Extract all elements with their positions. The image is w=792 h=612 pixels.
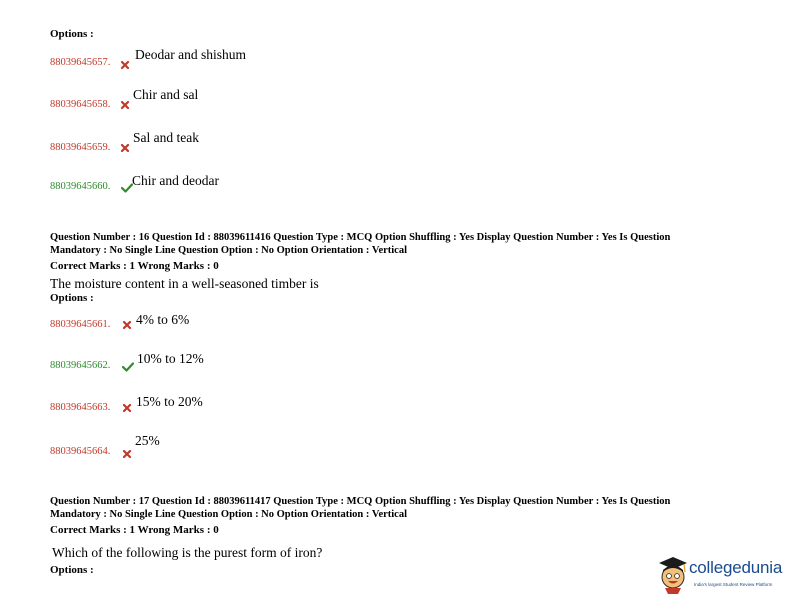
option-id: 88039645664. (50, 446, 111, 457)
options-label: Options : (50, 564, 94, 576)
question-meta-line1: Question Number : 16 Question Id : 88039611416 Question Type : MCQ Option Shuffling : Yes Display Question Number : Yes Is Question (50, 232, 671, 243)
option-text: Chir and sal (133, 87, 199, 102)
question-meta (50, 231, 750, 257)
option-text: 15% to 20% (136, 394, 203, 409)
marks-info: Correct Marks : 1 Wrong Marks : 0 (50, 260, 219, 272)
options-label: Options : (50, 292, 94, 304)
logo-wordmark: collegedunia (689, 558, 783, 577)
option-id: 88039645658. (50, 99, 111, 110)
mascot-icon (656, 554, 690, 594)
logo-tagline: India's largest Student Review Platform (694, 582, 773, 587)
cross-icon (120, 97, 130, 107)
option-id: 88039645657. (50, 57, 111, 68)
option-text: 25% (135, 433, 160, 448)
option-id: 88039645661. (50, 319, 111, 330)
question-text: Which of the following is the purest form of iron? (52, 545, 323, 560)
cross-icon (120, 140, 130, 150)
question-meta-line2: Mandatory : No Single Line Question Option : No Option Orientation : Vertical (50, 509, 408, 520)
option-id: 88039645663. (50, 402, 111, 413)
cross-icon (122, 446, 132, 456)
cross-icon (120, 57, 130, 67)
check-icon (122, 359, 132, 369)
question-text: The moisture content in a well-seasoned timber is (50, 276, 319, 291)
question-meta-line2: Mandatory : No Single Line Question Option : No Option Orientation : Vertical (50, 245, 408, 256)
cross-icon (122, 317, 132, 327)
option-text: 4% to 6% (136, 312, 190, 327)
options-label: Options : (50, 28, 94, 40)
marks-info: Correct Marks : 1 Wrong Marks : 0 (50, 524, 219, 536)
collegedunia-logo (656, 552, 786, 598)
option-text: Sal and teak (133, 130, 199, 145)
check-icon (121, 180, 131, 190)
option-text: 10% to 12% (137, 351, 204, 366)
option-id: 88039645662. (50, 360, 111, 371)
question-meta (50, 495, 750, 521)
cross-icon (122, 400, 132, 410)
option-id: 88039645659. (50, 142, 111, 153)
question-meta-line1: Question Number : 17 Question Id : 88039611417 Question Type : MCQ Option Shuffling : Yes Display Question Number : Yes Is Question (50, 496, 671, 507)
option-text: Chir and deodar (132, 173, 219, 188)
option-text: Deodar and shishum (135, 47, 246, 62)
option-id: 88039645660. (50, 181, 111, 192)
